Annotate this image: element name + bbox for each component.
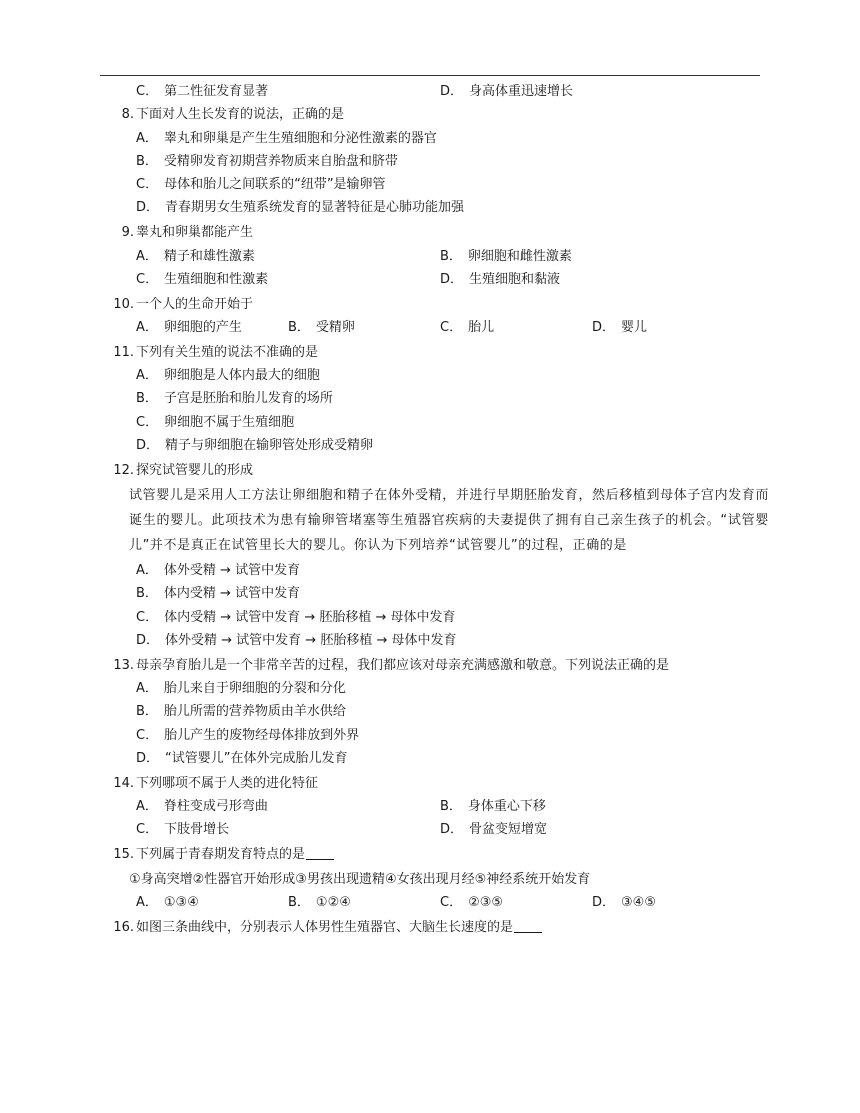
- q15-option-c[interactable]: C． ②③⑤: [440, 895, 504, 911]
- q15-text: 下列属于青春期发育特点的是: [136, 847, 306, 863]
- q15-text-wrap: [136, 843, 334, 866]
- q11-stem: [0, 341, 860, 364]
- q7-option-c[interactable]: C． 第二性征发育显著: [136, 84, 269, 99]
- q13-option-c[interactable]: C． 胎儿产生的废物经母体排放到外界: [136, 727, 360, 743]
- q14-option-d[interactable]: D． 骨盆变短增宽: [440, 822, 548, 838]
- q9-stem: [0, 221, 860, 244]
- q11-option-d[interactable]: D． 精子与卵细胞在输卵管处形成受精卵: [136, 437, 374, 453]
- q16-text-wrap: [136, 916, 542, 939]
- q10-stem: [0, 293, 860, 316]
- q11-text: 下列有关生殖的说法不准确的是: [136, 344, 319, 360]
- q15-option-d[interactable]: D． ③④⑤: [592, 895, 656, 911]
- q15-option-b[interactable]: B． ①②④: [288, 895, 351, 911]
- q9-option-a[interactable]: A． 精子和雄性激素: [136, 248, 255, 264]
- q8-number: 8.: [121, 107, 134, 123]
- q13-text: 母亲孕育胎儿是一个非常辛苦的过程，我们都应该对母亲充满感激和敬意。下列说法正确的是: [136, 657, 670, 673]
- q14-option-c[interactable]: C． 下肢骨增长: [136, 822, 230, 838]
- q12-option-a[interactable]: A． 体外受精 → 试管中发育: [136, 563, 301, 579]
- q14-option-a[interactable]: A． 脊柱变成弓形弯曲: [136, 799, 268, 815]
- q10-option-d[interactable]: D． 婴儿: [592, 319, 648, 335]
- q14-options-row-ab: [0, 795, 860, 818]
- q13-option-b[interactable]: B． 胎儿所需的营养物质由羊水供给: [136, 704, 346, 720]
- q13-option-d[interactable]: D． “试管婴儿”在体外完成胎儿发育: [136, 750, 348, 766]
- q15-number: 15.: [113, 847, 134, 863]
- q15-statements-row: [0, 868, 860, 891]
- q7-options-row-cd: [0, 80, 860, 103]
- q12-passage: 试管婴儿是采用人工方法让卵细胞和精子在体外受精，并进行早期胚胎发育，然后移植到母体子宫内发育而诞生的婴儿。此项技术为患有输卵管堵塞等生殖器官疾病的夫妻提供了拥有自己亲生孩子的机会。“试管婴儿”并不是真正在试管里长大的婴儿。你认为下列培养“试管婴儿”的过程，正确的是: [129, 488, 769, 554]
- q11-option-a[interactable]: A． 卵细胞是人体内最大的细胞: [136, 368, 320, 384]
- q12-option-c[interactable]: C． 体内受精 → 试管中发育 → 胚胎移植 → 母体中发育: [136, 609, 456, 625]
- q13-stem: [0, 654, 860, 677]
- q15-stem: [0, 843, 860, 866]
- q15-statements: ①身高突增②性器官开始形成③男孩出现遗精④女孩出现月经⑤神经系统开始发育: [129, 871, 591, 887]
- q8-option-a[interactable]: A． 睾丸和卵巢是产生生殖细胞和分泌性激素的器官: [136, 130, 437, 146]
- answer-blank[interactable]: [514, 917, 542, 933]
- q8-text: 下面对人生长发育的说法，正确的是: [136, 107, 345, 123]
- question-list: [0, 80, 860, 939]
- q12-text: 探究试管婴儿的形成: [136, 462, 254, 478]
- q9-options-row-ab: [0, 245, 860, 268]
- q8-option-d[interactable]: D． 青春期男女生殖系统发育的显著特征是心肺功能加强: [136, 200, 465, 216]
- q14-stem: [0, 772, 860, 795]
- q14-option-b[interactable]: B． 身体重心下移: [440, 799, 546, 815]
- q9-option-b[interactable]: B． 卵细胞和雌性激素: [440, 248, 572, 264]
- q16-stem: [0, 916, 860, 939]
- q10-text: 一个人的生命开始于: [136, 296, 254, 312]
- q11-option-b[interactable]: B． 子宫是胚胎和胎儿发育的场所: [136, 391, 333, 407]
- q15-option-a[interactable]: A． ①③④: [136, 895, 199, 911]
- q12-number: 12.: [113, 462, 134, 478]
- q8-option-b[interactable]: B． 受精卵发育初期营养物质来自胎盘和脐带: [136, 153, 398, 169]
- q10-number: 10.: [113, 296, 134, 312]
- q15-options-row: [0, 891, 860, 914]
- q10-options-row: [0, 316, 860, 339]
- q12-stem: [0, 459, 860, 482]
- q11-number: 11.: [113, 344, 134, 360]
- q9-option-c[interactable]: C． 生殖细胞和性激素: [136, 271, 269, 287]
- q13-option-a[interactable]: A． 胎儿来自于卵细胞的分裂和分化: [136, 681, 346, 697]
- q9-options-row-cd: [0, 268, 860, 291]
- q9-option-d[interactable]: D． 生殖细胞和黏液: [440, 271, 561, 287]
- q9-text: 睾丸和卵巢都能产生: [136, 225, 254, 241]
- q14-number: 14.: [113, 775, 134, 791]
- q16-text: 如图三条曲线中，分别表示人体男性生殖器官、大脑生长速度的是: [136, 920, 514, 935]
- q10-option-a[interactable]: A． 卵细胞的产生: [136, 319, 242, 335]
- q8-stem: [0, 103, 860, 126]
- q13-number: 13.: [113, 657, 134, 673]
- q10-option-b[interactable]: B． 受精卵: [288, 319, 355, 335]
- q8-option-c[interactable]: C． 母体和胎儿之间联系的“纽带”是输卵管: [136, 177, 386, 193]
- q12-option-d[interactable]: D． 体外受精 → 试管中发育 → 胚胎移植 → 母体中发育: [136, 632, 457, 648]
- q14-options-row-cd: [0, 818, 860, 841]
- header-rule: [100, 75, 760, 76]
- q11-option-c[interactable]: C． 卵细胞不属于生殖细胞: [136, 414, 295, 430]
- q16-number: 16.: [113, 920, 134, 935]
- answer-blank[interactable]: [306, 844, 334, 860]
- q12-option-b[interactable]: B． 体内受精 → 试管中发育: [136, 586, 301, 602]
- q10-option-c[interactable]: C． 胎儿: [440, 319, 495, 335]
- q14-text: 下列哪项不属于人类的进化特征: [136, 775, 319, 791]
- q9-number: 9.: [121, 225, 134, 241]
- q7-option-d[interactable]: D． 身高体重迅速增长: [440, 84, 574, 99]
